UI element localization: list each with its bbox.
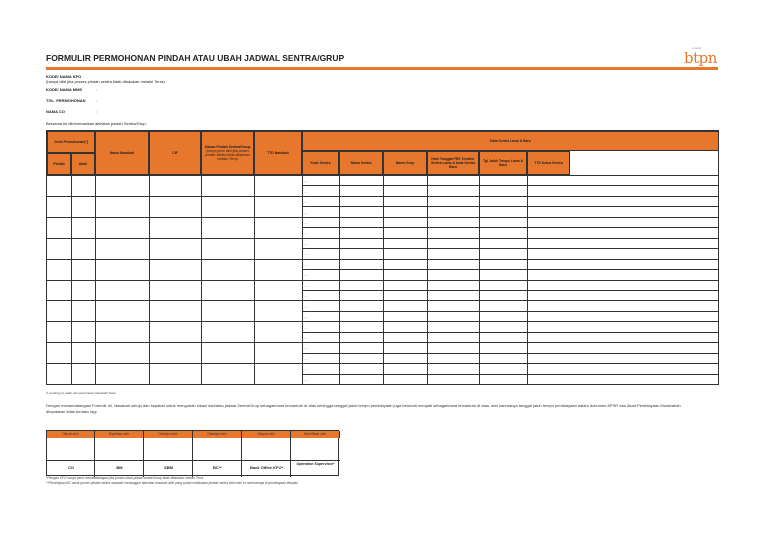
signature-role: BM — [116, 465, 123, 470]
dash-placeholder: ---- — [304, 273, 308, 278]
table-cell[interactable] — [149, 217, 201, 238]
dash-placeholder: ---- — [304, 241, 308, 246]
footer-notes — [46, 476, 298, 486]
header-alasan — [201, 131, 254, 175]
table-cell[interactable] — [71, 175, 95, 196]
field-label-kfo: KODE/ NAMA KFO — [46, 74, 82, 79]
table-cell[interactable] — [71, 217, 95, 238]
header-tgl-jatuh-tempo: Tgl Jatuh Tempo Lama & Baru — [479, 151, 527, 175]
header-jenis-permohonan: Jenis Permohonan(*) — [47, 131, 95, 153]
table-cell[interactable] — [201, 238, 254, 259]
column-divider — [339, 175, 340, 384]
subrow-divider — [302, 290, 718, 291]
signature-role: Back Office KFO* — [249, 465, 284, 470]
dash-placeholder: ---- — [304, 294, 308, 299]
signature-role: SBM — [164, 465, 173, 470]
signature-line — [47, 460, 340, 461]
column-divider — [527, 175, 528, 384]
signature-header: Diperiksa oleh — [95, 431, 144, 438]
table-cell[interactable] — [95, 259, 149, 280]
table-cell[interactable] — [149, 238, 201, 259]
field-label-co: NAMA CO — [46, 109, 65, 114]
colon: : — [96, 87, 98, 92]
table-cell[interactable] — [47, 280, 71, 301]
header-data-sentra: Data Sentra Lama & Baru — [302, 131, 719, 151]
footer-note-2: **Persetujuan BC untuk proses pindah sentra nasabah menangguh dan/atau nasabah aktif yang sudah melakukan pindah sentra lebih dari 1x sebelumnya di pembiayaan berjalan — [46, 481, 298, 485]
agreement-paragraph: Dengan menandatangani Formulir ini, Nasabah setuju dan sepakat untuk mengubah lokasi dan/atau jadwal Sentra/Grup sebagaimana tercantum di atas sehingga tanggal jatuh tempo pembiayaan juga berubah menjadi sebagaimana tercantum di atas, dan karenanya tanggal jatuh tempo pembiayaan dalam dokumen APSR dan Akad Pembiayaan Murabahah dinyatakan tidak berlaku lagi — [46, 403, 681, 414]
header-nama-nasabah: Nama Nasabah — [95, 131, 149, 175]
field-label-mms: KODE/ NAMA MMS — [46, 87, 83, 92]
dash-placeholder: ---- — [304, 200, 308, 205]
table-cell[interactable] — [254, 259, 302, 280]
signature-table — [46, 430, 339, 476]
table-cell[interactable] — [201, 321, 254, 342]
btpn-logo — [680, 46, 720, 68]
table-cell[interactable] — [47, 217, 71, 238]
table-cell[interactable] — [254, 196, 302, 217]
dash-placeholder: ---- — [304, 210, 308, 215]
table-cell[interactable] — [95, 280, 149, 301]
dash-placeholder: ---- — [304, 179, 308, 184]
table-cell[interactable] — [95, 238, 149, 259]
table-cell[interactable] — [201, 342, 254, 363]
form-title: FORMULIR PERMOHONAN PINDAH ATAU UBAH JADWAL SENTRA/GRUP — [46, 53, 345, 63]
table-cell[interactable] — [47, 321, 71, 342]
table-cell[interactable] — [95, 363, 149, 384]
table-cell[interactable] — [71, 259, 95, 280]
signature-header: Diverifikasi oleh — [291, 431, 340, 438]
header-ubah: Ubah — [71, 153, 95, 175]
table-cell[interactable] — [149, 280, 201, 301]
table-cell[interactable] — [201, 280, 254, 301]
dash-placeholder: ---- — [304, 221, 308, 226]
dash-placeholder: ---- — [304, 346, 308, 351]
signature-role: Operation Supervisor* — [296, 462, 335, 466]
signature-header: Diinput oleh — [242, 431, 291, 438]
dash-placeholder: ---- — [304, 335, 308, 340]
table-cell[interactable] — [71, 363, 95, 384]
subrow-divider — [302, 353, 718, 354]
footer-note-1: *Petugas KFO hanya perlu menandatangani jika proses ubah jadwal sentra/Group tidak dilakukan melalui Terra — [46, 476, 204, 480]
header-hari-tanggal: Hari/ Tanggal PRS Terakhir Sentra Lama & Awal Sentra Baru — [427, 151, 479, 175]
table-cell[interactable] — [149, 342, 201, 363]
table-cell[interactable] — [254, 342, 302, 363]
table-cell[interactable] — [47, 259, 71, 280]
table-cell[interactable] — [149, 259, 201, 280]
table-cell[interactable] — [149, 300, 201, 321]
table-cell[interactable] — [47, 342, 71, 363]
table-cell[interactable] — [71, 196, 95, 217]
header-kode-sentra: Kode Sentra — [302, 151, 339, 175]
subrow-divider — [302, 332, 718, 333]
field-note-kfo: (hanya diisi jika proses pindah sentra tidak dilakukan melalui Terra) — [46, 79, 165, 84]
table-cell[interactable] — [71, 321, 95, 342]
table-cell[interactable] — [71, 300, 95, 321]
table-cell[interactable] — [201, 175, 254, 196]
header-ttd-nasabah: TTD Nasabah — [254, 131, 302, 175]
table-cell[interactable] — [95, 217, 149, 238]
subrow-divider — [302, 248, 718, 249]
table-cell[interactable] — [95, 321, 149, 342]
logo-subtext: syariah — [692, 46, 702, 50]
table-cell[interactable] — [201, 217, 254, 238]
table-cell[interactable] — [254, 321, 302, 342]
table-cell[interactable] — [254, 300, 302, 321]
subrow-divider — [302, 374, 718, 375]
request-table — [46, 130, 719, 385]
subrow-divider — [302, 206, 718, 207]
dash-placeholder: ---- — [304, 189, 308, 194]
table-cell[interactable] — [254, 280, 302, 301]
table-cell[interactable] — [149, 321, 201, 342]
table-cell[interactable] — [95, 342, 149, 363]
dash-placeholder: ---- — [304, 252, 308, 257]
subrow-divider — [302, 185, 718, 186]
table-cell[interactable] — [201, 300, 254, 321]
table-cell[interactable] — [149, 175, 201, 196]
subrow-divider — [302, 227, 718, 228]
signature-header: Disetujui oleh — [193, 431, 242, 438]
dash-placeholder: ---- — [304, 231, 308, 236]
header-rule — [46, 67, 718, 70]
dash-placeholder: ---- — [304, 325, 308, 330]
table-cell[interactable] — [71, 342, 95, 363]
table-cell[interactable] — [201, 196, 254, 217]
signature-role: BC** — [213, 465, 222, 470]
table-footnote: *) centang (v) salah satu permintaan Nasabah/ Kasa — [46, 391, 116, 395]
table-cell[interactable] — [149, 363, 201, 384]
dash-placeholder: ---- — [304, 304, 308, 309]
header-alasan-sub: (hanya perlu diisi jika proses pindah Sentra tidak dilakukan melalui Terra) — [205, 149, 250, 161]
table-cell[interactable] — [254, 217, 302, 238]
table-cell[interactable] — [254, 175, 302, 196]
subrow-divider — [302, 269, 718, 270]
column-divider — [383, 175, 384, 384]
header-nama-sentra: Nama Sentra — [339, 151, 383, 175]
dash-placeholder: ---- — [304, 283, 308, 288]
table-cell[interactable] — [47, 175, 71, 196]
header-ttd-ketua: TTD Ketua Sentra — [527, 151, 570, 175]
header-alasan-title: Alasan Pindah Sentra/Group — [204, 145, 251, 149]
header-cif: CIF — [149, 131, 201, 175]
table-cell[interactable] — [254, 363, 302, 384]
intro-text: Bersama ini diinformasikan aktivitas pindah Sentra/Grup: — [46, 121, 147, 126]
dash-placeholder: ---- — [304, 262, 308, 267]
table-cell[interactable] — [71, 238, 95, 259]
table-cell[interactable] — [149, 196, 201, 217]
table-cell[interactable] — [95, 175, 149, 196]
column-divider — [479, 175, 480, 384]
dash-placeholder: ---- — [304, 367, 308, 372]
table-cell[interactable] — [95, 196, 149, 217]
signature-header: Dibuat oleh — [47, 431, 95, 438]
header-pindah: Pindah — [47, 153, 71, 175]
column-divider — [302, 175, 303, 384]
table-cell[interactable] — [95, 300, 149, 321]
dash-placeholder: ---- — [304, 377, 308, 382]
field-label-tgl: TGL. PERMOHONAN — [46, 98, 86, 103]
table-cell[interactable] — [47, 363, 71, 384]
table-cell[interactable] — [201, 259, 254, 280]
table-cell[interactable] — [254, 238, 302, 259]
table-cell[interactable] — [47, 196, 71, 217]
colon: : — [96, 109, 98, 114]
table-cell[interactable] — [71, 280, 95, 301]
logo-wordmark: btpn — [684, 49, 717, 67]
table-cell[interactable] — [47, 238, 71, 259]
signature-role: CO — [68, 465, 74, 470]
column-divider — [427, 175, 428, 384]
header-nama-grup: Nama Grup — [383, 151, 427, 175]
signature-header: Disetujui oleh — [144, 431, 193, 438]
colon: : — [96, 98, 98, 103]
subrow-divider — [302, 311, 718, 312]
dash-placeholder: ---- — [304, 356, 308, 361]
table-cell[interactable] — [47, 300, 71, 321]
table-cell[interactable] — [201, 363, 254, 384]
dash-placeholder: ---- — [304, 315, 308, 320]
